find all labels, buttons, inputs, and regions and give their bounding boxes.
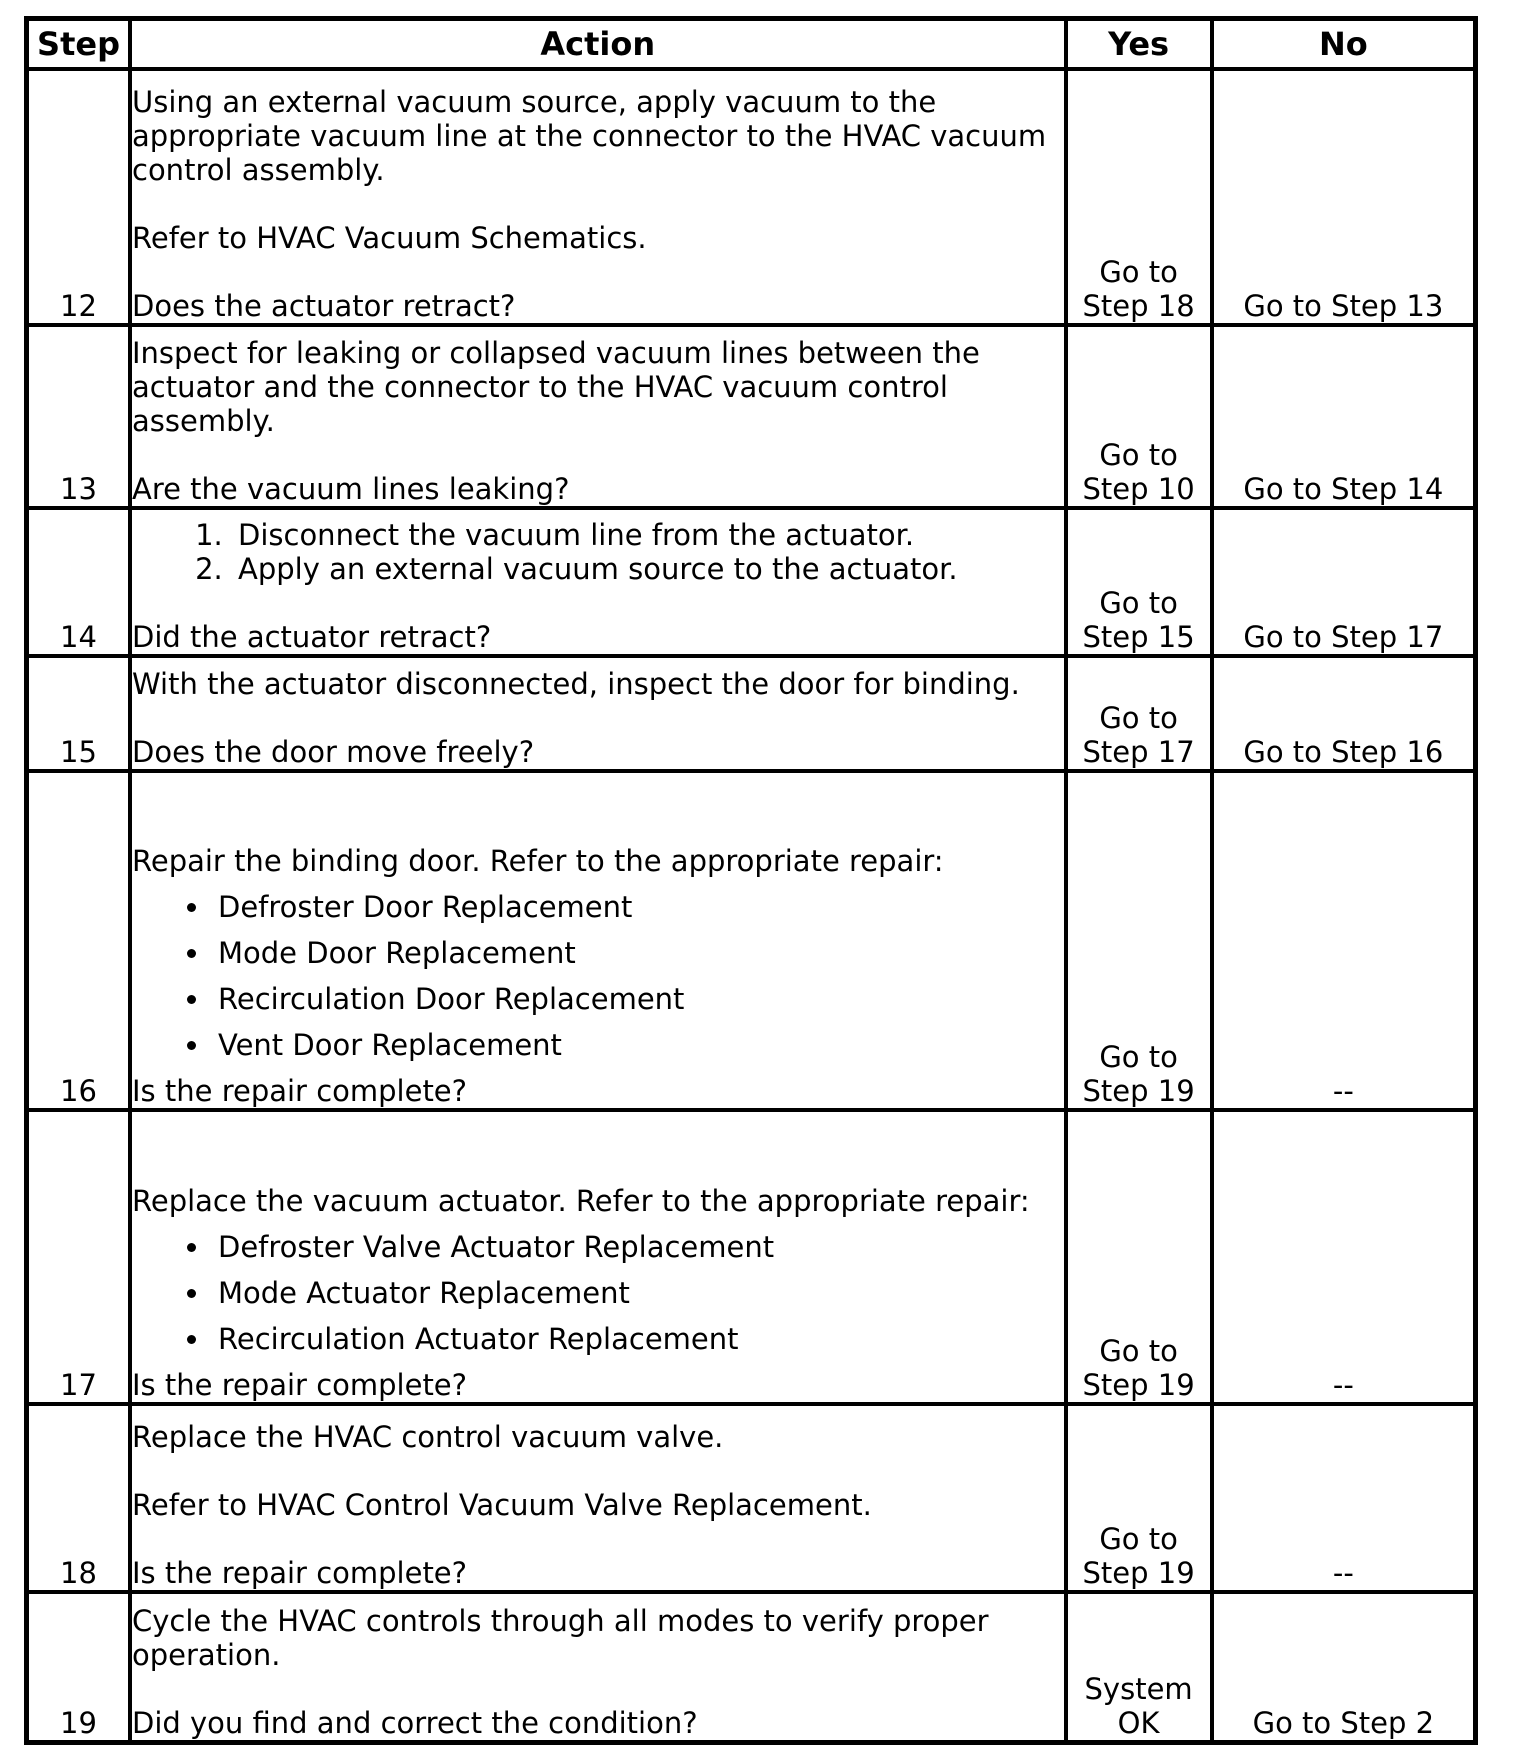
yes-text-line2: Step 15 [1082,620,1195,654]
action-cell [130,1110,1066,1404]
action-cell [130,771,1066,1110]
list-item: 2. Apply an external vacuum source to the actuator. [232,552,1064,586]
no-cell: Go to Step 17 [1212,508,1476,656]
yes-text-line2: Step 17 [1082,735,1195,769]
yes-cell [1066,508,1212,656]
table-row [27,69,1476,325]
yes-text-line2: Step 18 [1082,289,1195,323]
diagnostic-table [24,16,1478,1745]
list-item: • Mode Door Replacement [212,936,1064,970]
table-row [27,656,1476,771]
step-number: 12 [27,69,131,325]
no-cell: Go to Step 14 [1212,325,1476,508]
list-item: • Defroster Door Replacement [212,890,1064,924]
action-reference: Refer to HVAC Control Vacuum Valve Replacement. [132,1488,872,1522]
yes-cell [1066,771,1212,1110]
yes-cell [1066,1110,1212,1404]
action-cell [130,656,1066,771]
list-item: • Mode Actuator Replacement [212,1276,1064,1310]
table-row [27,1110,1476,1404]
action-text: Cycle the HVAC controls through all modes to verify proper operation. [132,1603,989,1672]
action-question: Does the door move freely? [132,735,535,769]
no-cell: -- [1212,771,1476,1110]
action-question: Is the repair complete? [132,1074,468,1108]
header-action: Action [130,19,1066,70]
header-row [27,19,1476,70]
step-number: 16 [27,771,131,1110]
table-row [27,325,1476,508]
yes-text-line2: OK [1117,1705,1160,1740]
action-reference: Refer to HVAC Vacuum Schematics. [132,221,647,255]
list-item: • Defroster Valve Actuator Replacement [212,1230,1064,1264]
action-text: Replace the HVAC control vacuum valve. [132,1420,724,1454]
header-no: No [1212,19,1476,70]
table-row [27,1404,1476,1592]
action-cell [130,325,1066,508]
step-number: 17 [27,1110,131,1404]
list-item: • Recirculation Actuator Replacement [212,1322,1064,1356]
list-item: • Recirculation Door Replacement [212,982,1064,1016]
no-cell: Go to Step 13 [1212,69,1476,325]
bullet-list [132,890,1064,1062]
action-question: Is the repair complete? [132,1556,468,1590]
action-text: Repair the binding door. Refer to the appropriate repair: [132,844,944,878]
no-cell: -- [1212,1404,1476,1592]
table-row [27,771,1476,1110]
no-cell: -- [1212,1110,1476,1404]
step-number: 15 [27,656,131,771]
action-question: Did you find and correct the condition? [132,1705,698,1740]
yes-text-line1: Go to [1099,701,1178,735]
step-number: 19 [27,1592,131,1742]
action-question: Did the actuator retract? [132,620,492,654]
step-number: 13 [27,325,131,508]
header-step: Step [27,19,131,70]
action-cell [130,1404,1066,1592]
list-item: 1. Disconnect the vacuum line from the actuator. [232,518,1064,552]
step-number: 18 [27,1404,131,1592]
yes-text-line1: Go to [1099,1522,1178,1556]
yes-cell [1066,1592,1212,1742]
yes-text-line1: Go to [1099,1040,1178,1074]
yes-cell [1066,1404,1212,1592]
step-number: 14 [27,508,131,656]
yes-text-line2: Step 10 [1082,472,1195,506]
numbered-list [132,518,1064,586]
header-yes: Yes [1066,19,1212,70]
yes-text-line1: Go to [1099,255,1178,289]
action-cell [130,508,1066,656]
yes-text-line1: Go to [1099,438,1178,472]
yes-text-line2: Step 19 [1082,1074,1195,1108]
action-text: With the actuator disconnected, inspect the door for binding. [132,667,1020,701]
no-cell: Go to Step 16 [1212,656,1476,771]
no-cell: Go to Step 2 [1212,1592,1476,1742]
action-cell [130,69,1066,325]
yes-text-line1: Go to [1099,1334,1178,1368]
action-question: Is the repair complete? [132,1368,468,1402]
yes-cell [1066,69,1212,325]
yes-text-line2: Step 19 [1082,1368,1195,1402]
action-question: Does the actuator retract? [132,289,516,323]
action-cell [130,1592,1066,1742]
yes-cell [1066,325,1212,508]
action-text: Replace the vacuum actuator. Refer to the appropriate repair: [132,1184,1030,1218]
table-row [27,1592,1476,1742]
yes-text-line1: Go to [1099,586,1178,620]
bullet-list [132,1230,1064,1356]
yes-text-line1: System [1084,1671,1193,1706]
action-text: Inspect for leaking or collapsed vacuum lines between the actuator and the connector to the HVAC vacuum control assembly. [132,336,980,438]
table-row [27,508,1476,656]
yes-cell [1066,656,1212,771]
list-item: • Vent Door Replacement [212,1028,1064,1062]
yes-text-line2: Step 19 [1082,1556,1195,1590]
action-text: Using an external vacuum source, apply vacuum to the appropriate vacuum line at the connector to the HVAC vacuum control assembly. [132,85,1047,187]
action-question: Are the vacuum lines leaking? [132,472,570,506]
